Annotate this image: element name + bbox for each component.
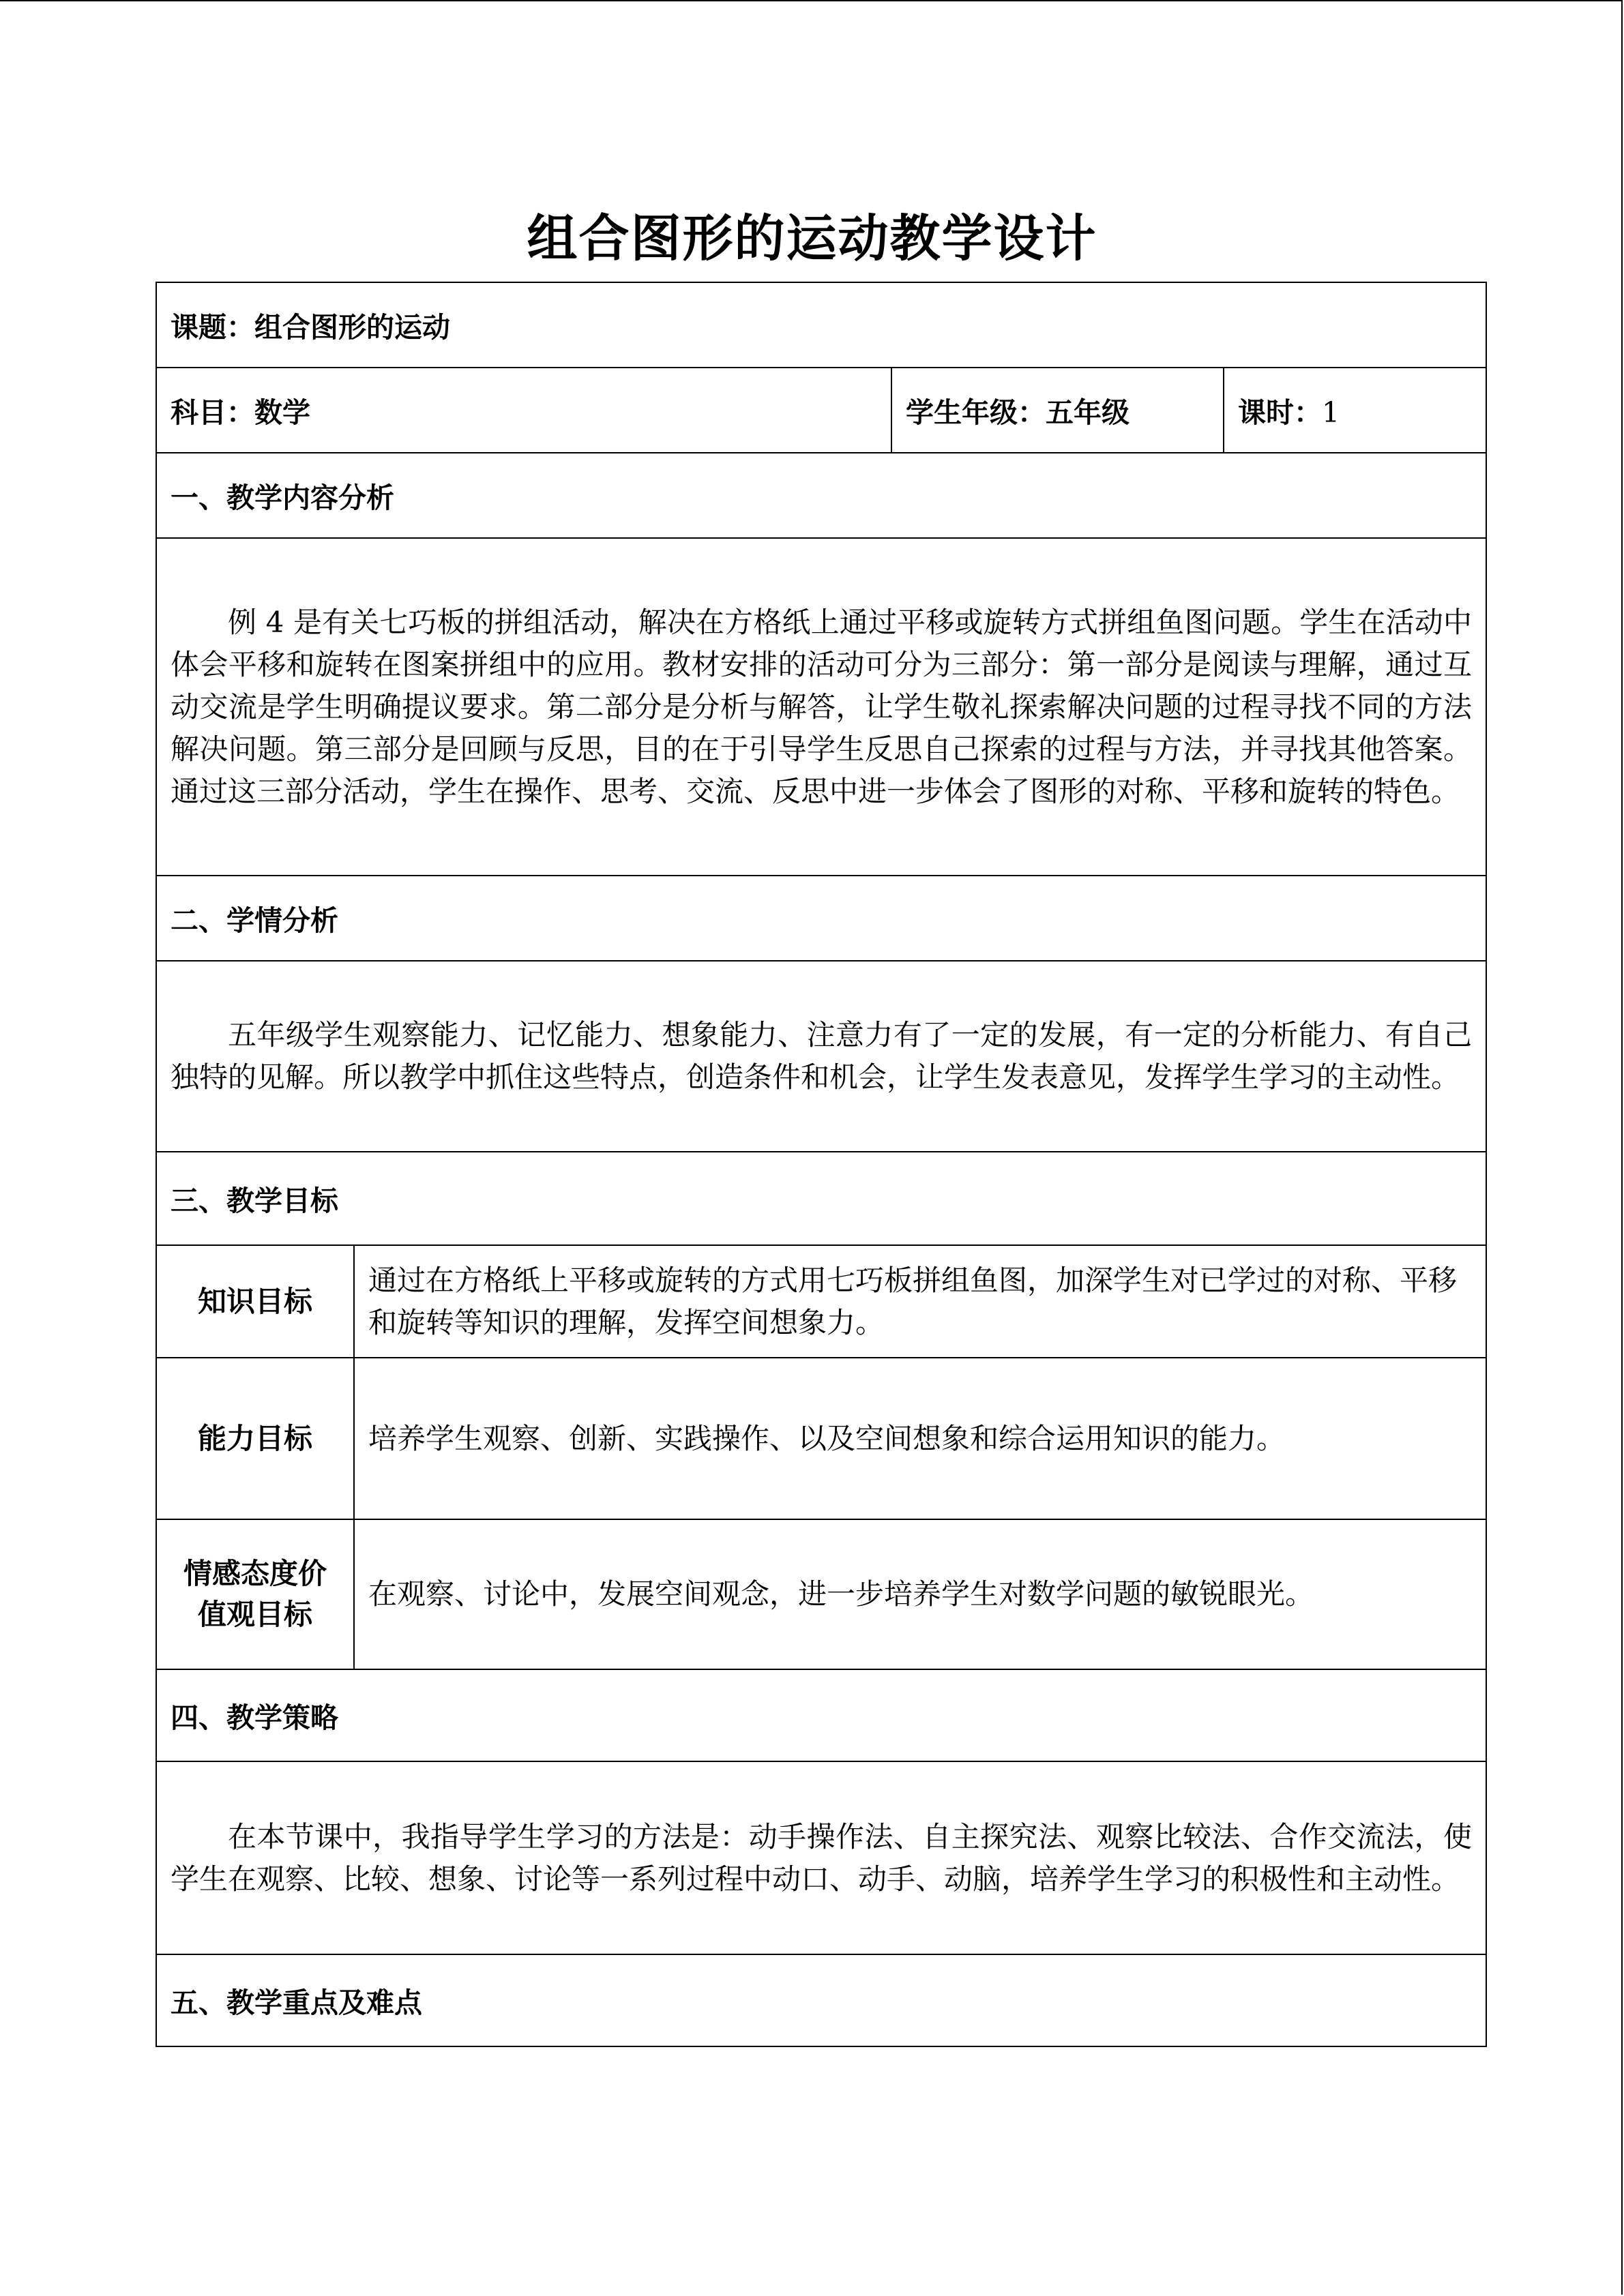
strategy-heading-row xyxy=(156,1669,1486,1761)
objective-label-attitude: 情感态度价值观目标 xyxy=(156,1519,354,1669)
student-analysis-text: 五年级学生观察能力、记忆能力、想象能力、注意力有了一定的发展，有一定的分析能力、有自己独特的见解。所以教学中抓住这些特点，创造条件和机会，让学生发表意见，发挥学生学习的主动性。 xyxy=(171,1018,1472,1094)
lesson-plan-table xyxy=(156,282,1487,2047)
objective-text-knowledge: 通过在方格纸上平移或旋转的方式用七巧板拼组鱼图，加深学生对已学过的对称、平移和旋转等知识的理解，发挥空间想象力。 xyxy=(354,1245,1486,1358)
document-title: 组合图形的运动教学设计 xyxy=(527,209,1097,268)
class-hours-label: 课时： xyxy=(1238,396,1322,429)
content-analysis-heading-row xyxy=(156,453,1486,538)
student-analysis-heading: 二、学情分析 xyxy=(156,876,1486,961)
objective-row xyxy=(156,1519,1486,1669)
student-analysis-heading-row xyxy=(156,876,1486,961)
subject-cell: 科目：数学 xyxy=(156,368,891,453)
student-analysis-cell xyxy=(156,961,1486,1152)
content-analysis-text: 例 4 是有关七巧板的拼组活动，解决在方格纸上通过平移或旋转方式拼组鱼图问题。学生在活动中体会平移和旋转在图案拼组中的应用。教材安排的活动可分为三部分：第一部分是阅读与理解，通过互动交流是学生明确提议要求。第二部分是分析与解答，让学生敬礼探索解决问题的过程寻找不同的方法解决问题。第三部分是回顾与反思，目的在于引导学生反思自己探索的过程与方法，并寻找其他答案。通过这三部分活动，学生在操作、思考、交流、反思中进一步体会了图形的对称、平移和旋转的特色。 xyxy=(171,605,1472,808)
key-points-heading-row xyxy=(156,1954,1486,2046)
strategy-text: 在本节课中，我指导学生学习的方法是：动手操作法、自主探究法、观察比较法、合作交流法，使学生在观察、比较、想象、讨论等一系列过程中动口、动手、动脑，培养学生学习的积极性和主动性。 xyxy=(171,1819,1472,1896)
class-hours-value: 1 xyxy=(1322,396,1340,429)
objectives-heading: 三、教学目标 xyxy=(156,1152,1486,1245)
objective-text-ability: 培养学生观察、创新、实践操作、以及空间想象和综合运用知识的能力。 xyxy=(354,1358,1486,1519)
strategy-cell xyxy=(156,1761,1486,1954)
strategy-body-row xyxy=(156,1761,1486,1954)
objective-text-attitude: 在观察、讨论中，发展空间观念，进一步培养学生对数学问题的敏锐眼光。 xyxy=(354,1519,1486,1669)
content-analysis-body-row xyxy=(156,538,1486,876)
content-analysis-cell xyxy=(156,538,1486,876)
content-analysis-heading: 一、教学内容分析 xyxy=(156,453,1486,538)
topic-cell: 课题：组合图形的运动 xyxy=(156,282,1486,368)
grade-cell: 学生年级：五年级 xyxy=(891,368,1224,453)
student-analysis-body-row xyxy=(156,961,1486,1152)
meta-row xyxy=(156,368,1486,453)
class-hours-cell xyxy=(1224,368,1486,453)
objectives-heading-row xyxy=(156,1152,1486,1245)
objective-label-ability: 能力目标 xyxy=(156,1358,354,1519)
objective-label-knowledge: 知识目标 xyxy=(156,1245,354,1358)
objective-row xyxy=(156,1358,1486,1519)
key-points-heading: 五、教学重点及难点 xyxy=(156,1954,1486,2046)
objective-row xyxy=(156,1245,1486,1358)
topic-row xyxy=(156,282,1486,368)
strategy-heading: 四、教学策略 xyxy=(156,1669,1486,1761)
